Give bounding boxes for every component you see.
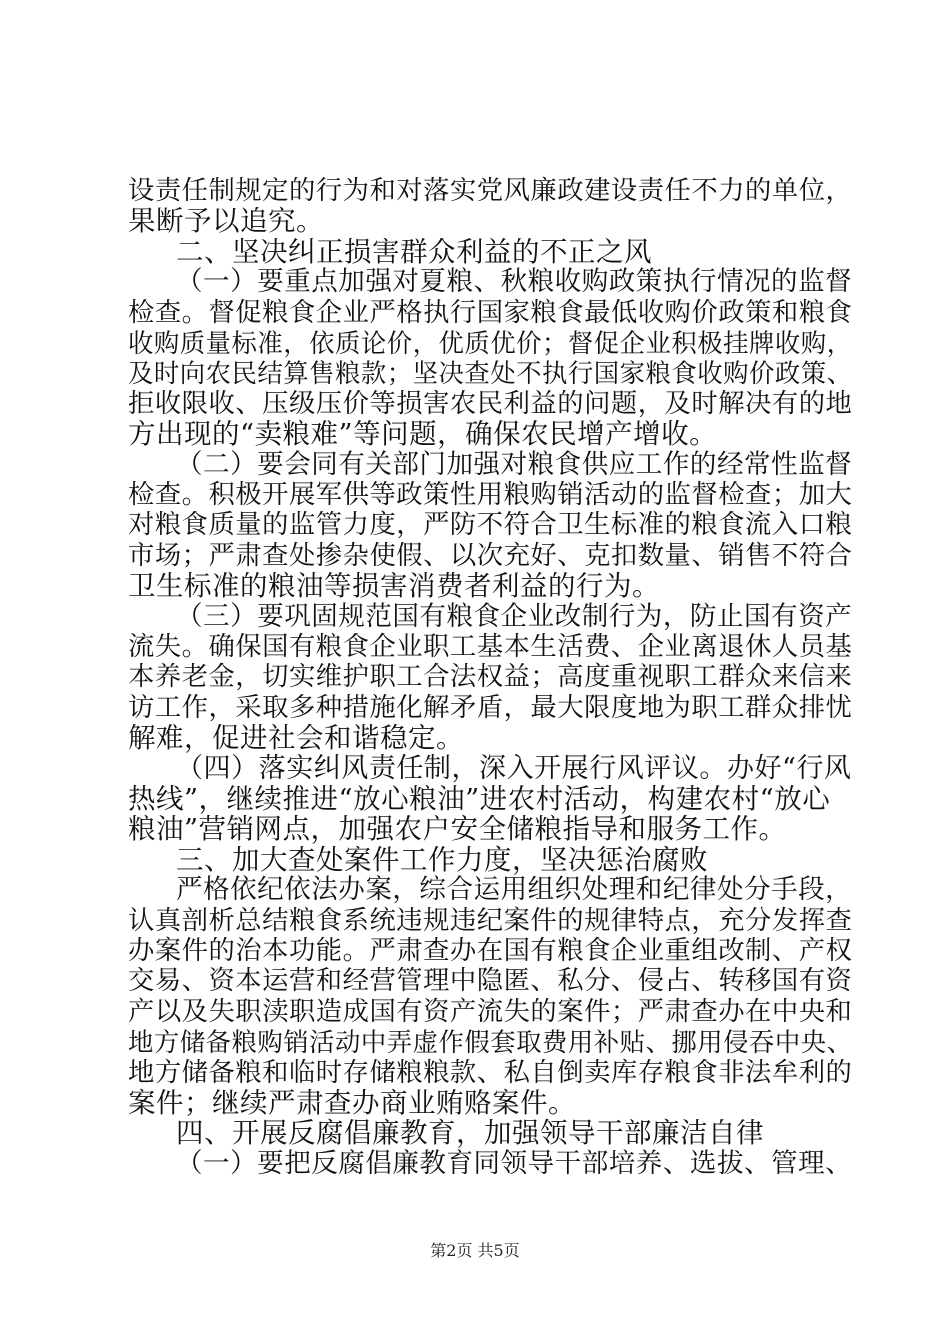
text-line: 流失。确保国有粮食企业职工基本生活费、企业离退休人员基	[128, 632, 853, 662]
text-line: 解难，促进社会和谐稳定。	[128, 722, 464, 755]
text-line: 果断予以追究。	[128, 205, 324, 238]
text-line: 及时向农民结算售粮款；坚决查处不执行国家粮食收购价政策、	[128, 358, 853, 389]
text-line: （二）要会同有关部门加强对粮食供应工作的经常性监督	[176, 448, 853, 480]
text-line: （四）落实纠风责任制，深入开展行风评议。办好“行风	[176, 752, 852, 784]
text-line: （三）要巩固规范国有粮食企业改制行为，防止国有资产	[176, 600, 853, 632]
text-line: 认真剖析总结粮食系统违规违纪案件的规律特点，充分发挥查	[128, 905, 853, 936]
text-line: 市场；严肃查处掺杂使假、以次充好、克扣数量、销售不符合	[128, 540, 853, 571]
text-line: 拒收限收、压级压价等损害农民利益的问题，及时解决有的地	[128, 388, 853, 419]
text-line: 本养老金，切实维护职工合法权益；高度重视职工群众来信来	[128, 662, 853, 693]
section-heading: 三、加大查处案件工作力度，坚决惩治腐败	[176, 843, 708, 876]
text-line: 检查。积极开展军供等政策性用粮购销活动的监督检查；加大	[128, 480, 853, 510]
text-line: 产以及失职渎职造成国有资产流失的案件；严肃查办在中央和	[128, 996, 853, 1027]
section-heading: 二、坚决纠正损害群众利益的不正之风	[176, 235, 652, 268]
text-line: 对粮食质量的监管力度，严防不符合卫生标准的粮食流入口粮	[128, 510, 853, 541]
text-line: 访工作，采取多种措施化解矛盾，最大限度地为职工群众排忧	[128, 692, 853, 723]
text-line: 交易、资本运营和经营管理中隐匿、私分、侵占、转移国有资	[128, 966, 853, 997]
text-line: 卫生标准的粮油等损害消费者利益的行为。	[128, 570, 660, 603]
text-line: 热线”，继续推进“放心粮油”进农村活动，构建农村“放心	[128, 783, 831, 815]
text-line: 方出现的“卖粮难”等问题，确保农民增产增收。	[128, 418, 718, 451]
text-line: （一）要把反腐倡廉教育同领导干部培养、选拔、管理、	[176, 1147, 853, 1179]
text-line: 地方储备粮购销活动中弄虚作假套取费用补贴、挪用侵吞中央、	[128, 1027, 853, 1058]
text-line: 收购质量标准，依质论价，优质优价；督促企业积极挂牌收购，	[128, 328, 853, 358]
text-line: 办案件的治本功能。严肃查办在国有粮食企业重组改制、产权	[128, 936, 853, 966]
text-line: 检查。督促粮食企业严格执行国家粮食最低收购价政策和粮食	[128, 297, 853, 328]
text-line: （一）要重点加强对夏粮、秋粮收购政策执行情况的监督	[176, 266, 853, 298]
text-line: 地方储备粮和临时存储粮粮款、私自倒卖库存粮食非法牟利的	[128, 1057, 853, 1088]
text-line: 案件；继续严肃查办商业贿赂案件。	[128, 1087, 576, 1119]
text-line: 粮油”营销网点，加强农户安全储粮指导和服务工作。	[128, 813, 787, 846]
text-line: 严格依纪依法办案，综合运用组织处理和纪律处分手段，	[176, 874, 853, 906]
text-line: 设责任制规定的行为和对落实党风廉政建设责任不力的单位，	[128, 176, 853, 206]
page-number-footer: 第2页 共5页	[430, 1241, 520, 1260]
section-heading: 四、开展反腐倡廉教育，加强领导干部廉洁自律	[176, 1117, 764, 1150]
